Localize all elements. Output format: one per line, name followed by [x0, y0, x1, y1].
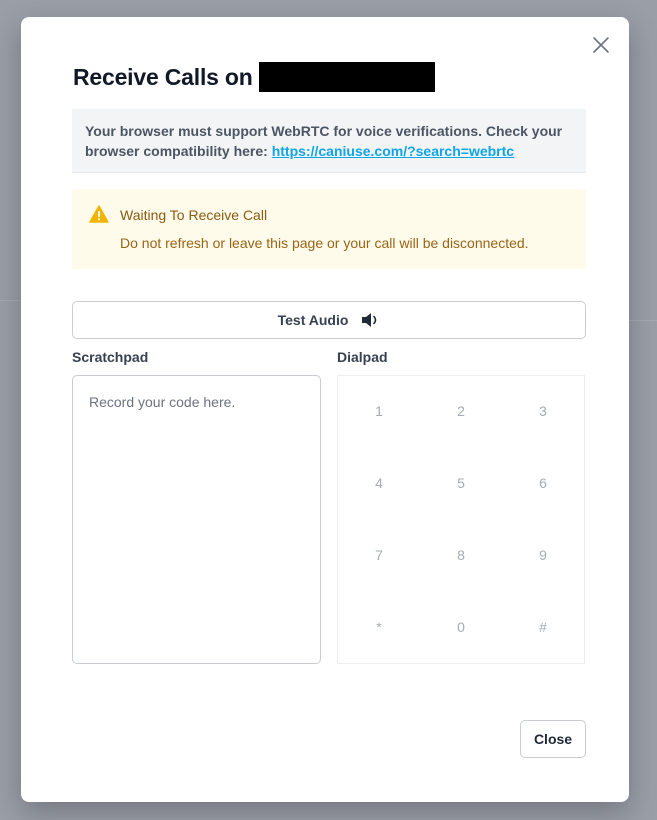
dialpad-key-hash[interactable]: # [539, 619, 547, 635]
dialpad-key-4[interactable]: 4 [375, 475, 383, 491]
scratchpad-label: Scratchpad [72, 349, 149, 365]
test-audio-button[interactable] [72, 301, 586, 339]
scratchpad-placeholder: Record your code here. [89, 394, 236, 410]
info-text: Your browser must support WebRTC for voice verifications. Check your browser compatibility here: [85, 123, 563, 159]
receive-calls-modal [21, 17, 629, 802]
dialpad-key-7[interactable]: 7 [375, 547, 383, 563]
dialpad-key-2[interactable]: 2 [457, 403, 465, 419]
dialpad [337, 375, 585, 664]
speaker-icon [360, 311, 380, 329]
dialpad-key-5[interactable]: 5 [457, 475, 465, 491]
redacted-phone-number [259, 62, 435, 92]
close-button[interactable] [520, 720, 586, 758]
test-audio-label: Test Audio [277, 312, 349, 328]
dialpad-key-8[interactable]: 8 [457, 547, 465, 563]
alert-title: Waiting To Receive Call [120, 207, 268, 223]
waiting-call-alert [72, 189, 586, 269]
scratchpad-textarea[interactable] [72, 375, 321, 664]
modal-title: Receive Calls on [73, 63, 253, 90]
dialpad-key-star[interactable]: * [376, 619, 382, 635]
modal-header [73, 62, 435, 92]
close-icon[interactable] [591, 35, 611, 55]
dialpad-key-1[interactable]: 1 [375, 403, 383, 419]
webrtc-info-box [72, 109, 586, 173]
alert-text: Do not refresh or leave this page or your call will be disconnected. [120, 235, 529, 251]
dialpad-key-3[interactable]: 3 [539, 403, 547, 419]
webrtc-compat-link[interactable]: https://caniuse.com/?search=webrtc [271, 143, 515, 159]
warning-triangle-icon [89, 205, 109, 223]
close-button-label: Close [533, 731, 573, 747]
dialpad-label: Dialpad [337, 349, 388, 365]
dialpad-key-9[interactable]: 9 [539, 547, 547, 563]
dialpad-key-0[interactable]: 0 [457, 619, 465, 635]
dialpad-key-6[interactable]: 6 [539, 475, 547, 491]
